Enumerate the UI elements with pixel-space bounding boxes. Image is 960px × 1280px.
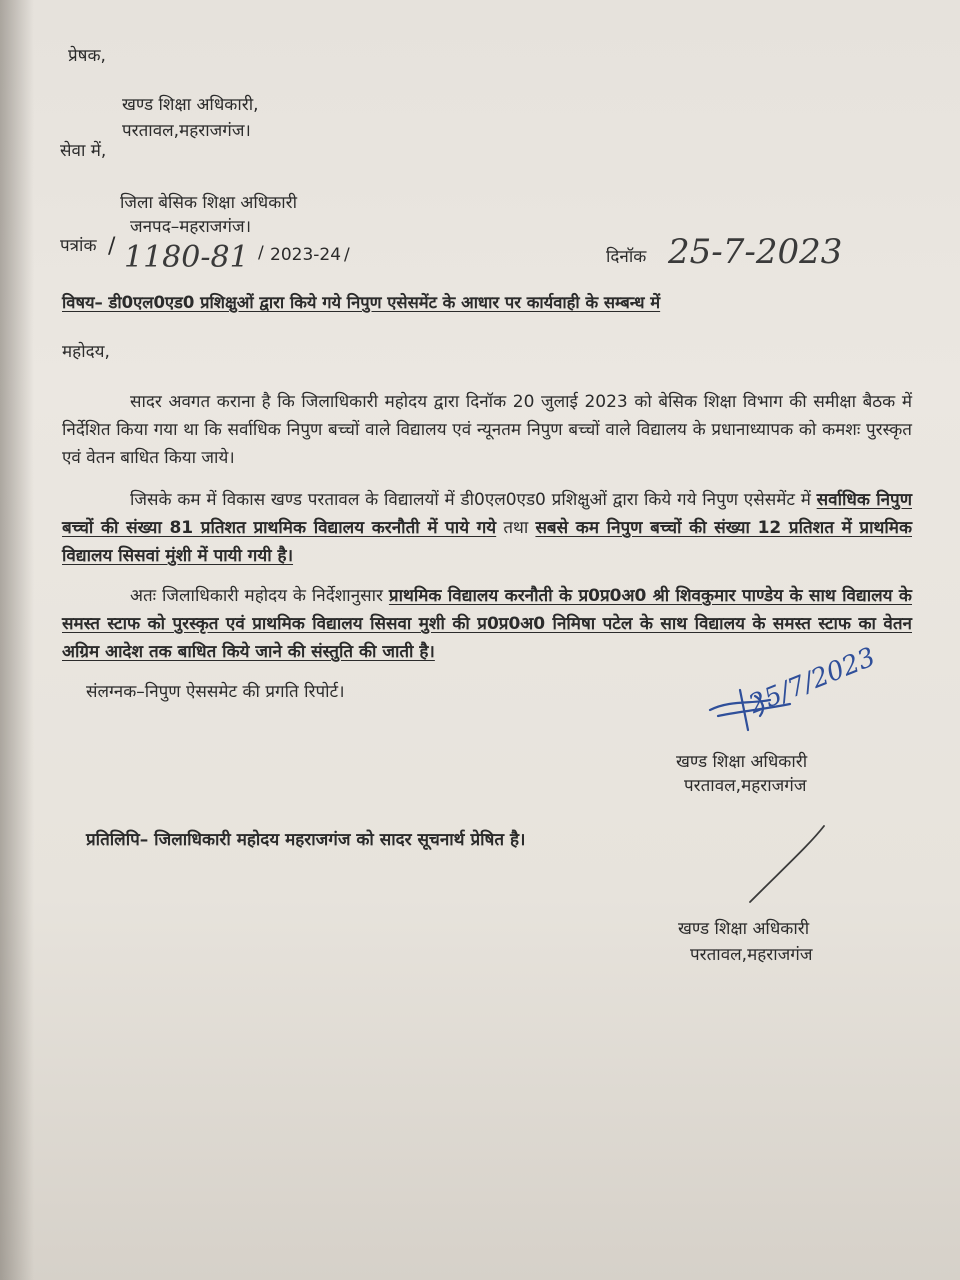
paragraph-1-text: सादर अवगत कराना है कि जिलाधिकारी महोदय द्वारा दिनॉक 20 जुलाई 2023 को बेसिक शिक्षा विभाग की समीक्षा बैठक में निर्देशित किया गया था कि सर्वाधिक निपुण बच्चों वाले विद्यालय एवं न्यूनतम निपुण बच्चों वाले विद्यालय के प्रधानाध्यापक को कमशः पुरस्कृत एवं वेतन बाधित किया जाये। xyxy=(62,392,912,468)
reference-number: 1180-81 xyxy=(124,240,249,275)
letter-date: 25-7-2023 xyxy=(668,232,843,272)
paragraph-2-highlight-highest: सर्वाधिक निपुण बच्चों की संख्या 81 प्रतिशत प्राथमिक विद्यालय करनौती में पाये गये xyxy=(62,490,912,538)
paragraph-2-text-c: तथा xyxy=(496,518,536,538)
date-label: दिनॉक xyxy=(606,247,647,267)
enclosure-note: संलग्नक–निपुण ऐससमेट की प्रगति रिपोर्ट। xyxy=(86,682,345,702)
paragraph-3 xyxy=(62,582,912,666)
sender-location: परतावल,महराजगंज। xyxy=(122,121,251,141)
signature-2-ink xyxy=(740,820,840,910)
paragraph-2 xyxy=(62,486,912,570)
recipient-location: जनपद–महराजगंज। xyxy=(130,217,252,237)
reference-label: पत्रांक xyxy=(60,236,97,256)
signature-2-title: खण्ड शिक्षा अधिकारी xyxy=(678,919,810,939)
recipient-title: जिला बेसिक शिक्षा अधिकारी xyxy=(120,193,298,213)
paragraph-3-text-a: अतः जिलाधिकारी महोदय के निर्देशानुसार xyxy=(130,586,389,606)
copy-to-note: प्रतिलिपि– जिलाधिकारी महोदय महराजगंज को सादर सूचनार्थ प्रेषित है। xyxy=(86,830,526,850)
signature-1-date: 25/7/2023 xyxy=(744,642,880,720)
reference-slash-1: / xyxy=(108,234,116,259)
paragraph-3-recommendation: प्राथमिक विद्यालय करनौती के प्र0प्र0अ0 श्री शिवकुमार पाण्डेय के साथ विद्यालय के समस्त स्टाफ को पुरस्कृत एवं प्राथमिक विद्यालय सिसवा मुशी की प्र0प्र0अ0 निमिषा पटेल के साथ विद्यालय के समस्त स्टाफ का वेतन अग्रिम आदेश तक बाधित किये जाने की संस्तुति की जाती है। xyxy=(62,586,912,662)
salutation: महोदय, xyxy=(62,342,110,362)
paragraph-2-text-a: जिसके कम में विकास खण्ड परतावल के विद्यालयों में डी0एल0एड0 प्रशिक्षुओं द्वारा किये गये निपुण एसेसमेंट में xyxy=(130,490,817,510)
reference-slash-2: / xyxy=(258,243,264,263)
subject-line: विषय– डी0एल0एड0 प्रशिक्षुओं द्वारा किये गये निपुण एसेसमेंट के आधार पर कार्यवाही के सम्बन्ध में xyxy=(62,293,661,312)
sender-title: खण्ड शिक्षा अधिकारी, xyxy=(122,95,259,115)
paragraph-1 xyxy=(62,388,912,472)
signature-1-location: परतावल,महराजगंज xyxy=(684,776,807,796)
reference-year: 2023-24 xyxy=(270,245,342,265)
page-shadow xyxy=(0,0,34,1280)
reference-slash-3: / xyxy=(344,245,350,265)
paragraph-2-highlight-lowest: सबसे कम निपुण बच्चों की संख्या 12 प्रतिशत में प्राथमिक विद्यालय सिसवां मुंशी में पायी गयी है। xyxy=(62,518,912,566)
sender-heading: प्रेषक, xyxy=(68,46,106,66)
recipient-heading: सेवा में, xyxy=(60,141,107,161)
signature-2-location: परतावल,महराजगंज xyxy=(690,945,813,965)
signature-1-title: खण्ड शिक्षा अधिकारी xyxy=(676,752,808,772)
